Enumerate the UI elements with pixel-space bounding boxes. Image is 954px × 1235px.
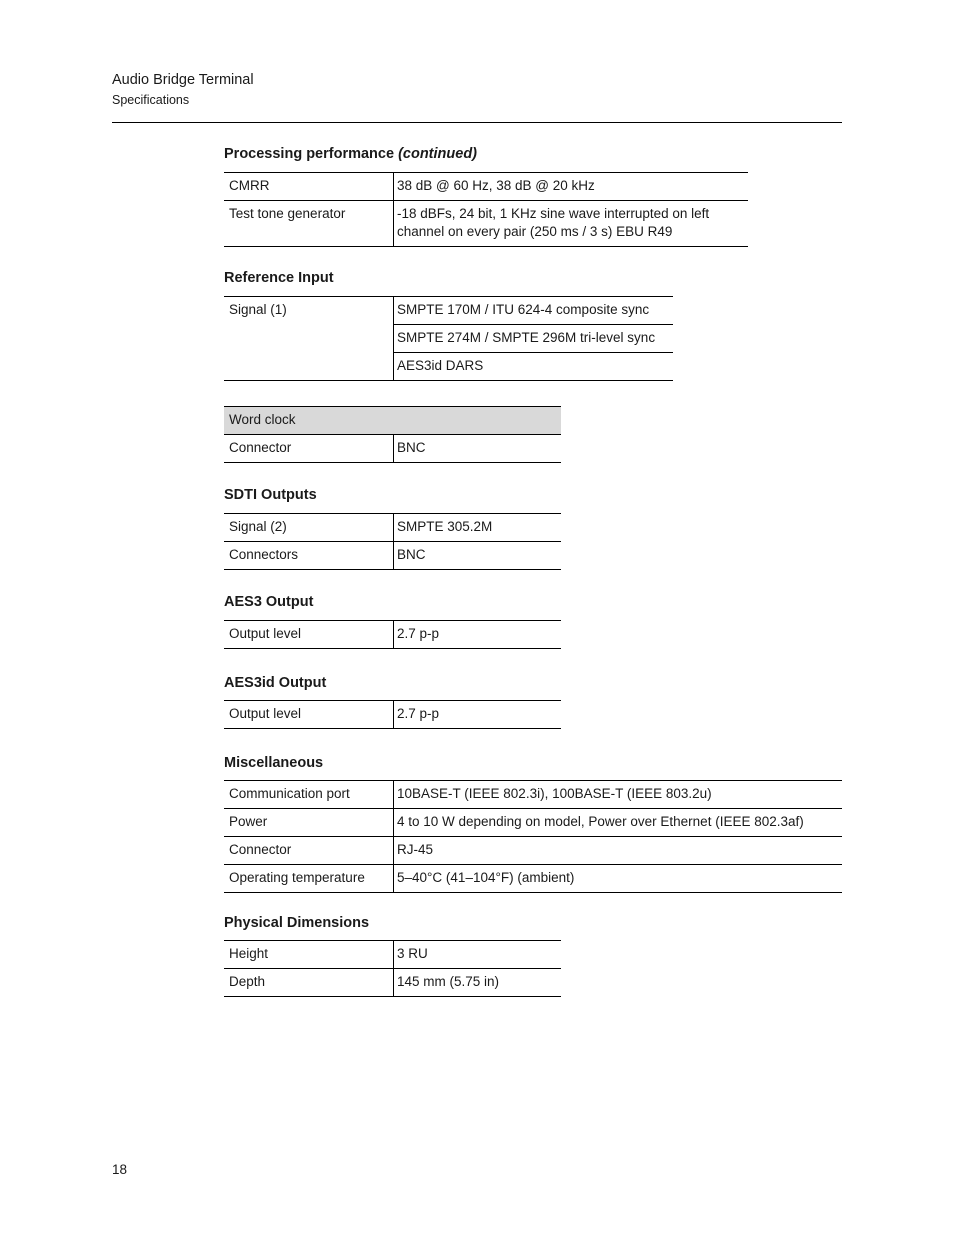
processing-table — [224, 172, 748, 247]
spec-value: 3 RU — [394, 941, 562, 969]
spec-value: 10BASE-T (IEEE 802.3i), 100BASE-T (IEEE 803.2u) — [394, 781, 843, 809]
aes3-table — [224, 620, 561, 649]
spec-key: CMRR — [224, 173, 394, 201]
spec-key: Signal (2) — [224, 514, 394, 542]
reference-table — [224, 296, 673, 381]
section-title-aes3id: AES3id Output — [224, 675, 327, 691]
section-title-processing — [224, 145, 477, 163]
running-header — [112, 71, 254, 109]
table-row — [224, 514, 561, 542]
page-number: 18 — [112, 1162, 128, 1177]
section-title-reference: Reference Input — [224, 270, 334, 286]
spec-key: Output level — [224, 621, 394, 649]
aes3id-table — [224, 700, 561, 729]
spec-value: 145 mm (5.75 in) — [394, 969, 562, 997]
table-row — [224, 865, 842, 893]
table-row — [224, 781, 842, 809]
table-row — [224, 201, 748, 247]
spec-value: SMPTE 274M / SMPTE 296M tri-level sync — [394, 325, 674, 353]
spec-value: -18 dBFs, 24 bit, 1 KHz sine wave interrupted on left channel on every pair (250 ms / 3 s) EBU R49 — [394, 201, 749, 247]
table-row — [224, 297, 673, 325]
section-title-aes3: AES3 Output — [224, 594, 314, 610]
spec-key: Power — [224, 809, 394, 837]
header-rule — [112, 122, 842, 123]
spec-key: Height — [224, 941, 394, 969]
spec-value: BNC — [394, 542, 562, 570]
word-clock-table — [224, 406, 561, 463]
physical-table — [224, 940, 561, 997]
spec-key: Connector — [224, 435, 394, 463]
table-row — [224, 542, 561, 570]
spec-value: 38 dB @ 60 Hz, 38 dB @ 20 kHz — [394, 173, 749, 201]
spec-key: Connectors — [224, 542, 394, 570]
spec-value: 5–40°C (41–104°F) (ambient) — [394, 865, 843, 893]
spec-key: Signal (1) — [224, 297, 394, 381]
document-title: Audio Bridge Terminal — [112, 72, 254, 88]
spec-value: 2.7 p-p — [394, 701, 562, 729]
table-row — [224, 969, 561, 997]
table-row — [224, 809, 842, 837]
spec-key: Output level — [224, 701, 394, 729]
section-title-sdti: SDTI Outputs — [224, 487, 317, 503]
spec-value: SMPTE 170M / ITU 624-4 composite sync — [394, 297, 674, 325]
table-row — [224, 941, 561, 969]
table-row — [224, 621, 561, 649]
spec-value: SMPTE 305.2M — [394, 514, 562, 542]
chapter-name: Specifications — [112, 93, 190, 107]
spec-key: Communication port — [224, 781, 394, 809]
section-title-misc: Miscellaneous — [224, 755, 324, 771]
section-title-physical: Physical Dimensions — [224, 915, 370, 931]
spec-value: 4 to 10 W depending on model, Power over Ethernet (IEEE 802.3af) — [394, 809, 843, 837]
table-row — [224, 837, 842, 865]
spec-value: AES3id DARS — [394, 353, 674, 381]
table-header-row — [224, 407, 561, 435]
table-row — [224, 173, 748, 201]
misc-table — [224, 780, 842, 893]
sdti-table — [224, 513, 561, 570]
spec-key: Operating temperature — [224, 865, 394, 893]
section-title-text: Processing performance — [224, 146, 395, 162]
table-row — [224, 435, 561, 463]
spec-value: 2.7 p-p — [394, 621, 562, 649]
section-title-suffix: (continued) — [398, 146, 478, 162]
spec-value: BNC — [394, 435, 562, 463]
spec-key: Connector — [224, 837, 394, 865]
spec-value: RJ-45 — [394, 837, 843, 865]
spec-key: Test tone generator — [224, 201, 394, 247]
table-header: Word clock — [224, 407, 561, 435]
spec-key: Depth — [224, 969, 394, 997]
table-row — [224, 701, 561, 729]
